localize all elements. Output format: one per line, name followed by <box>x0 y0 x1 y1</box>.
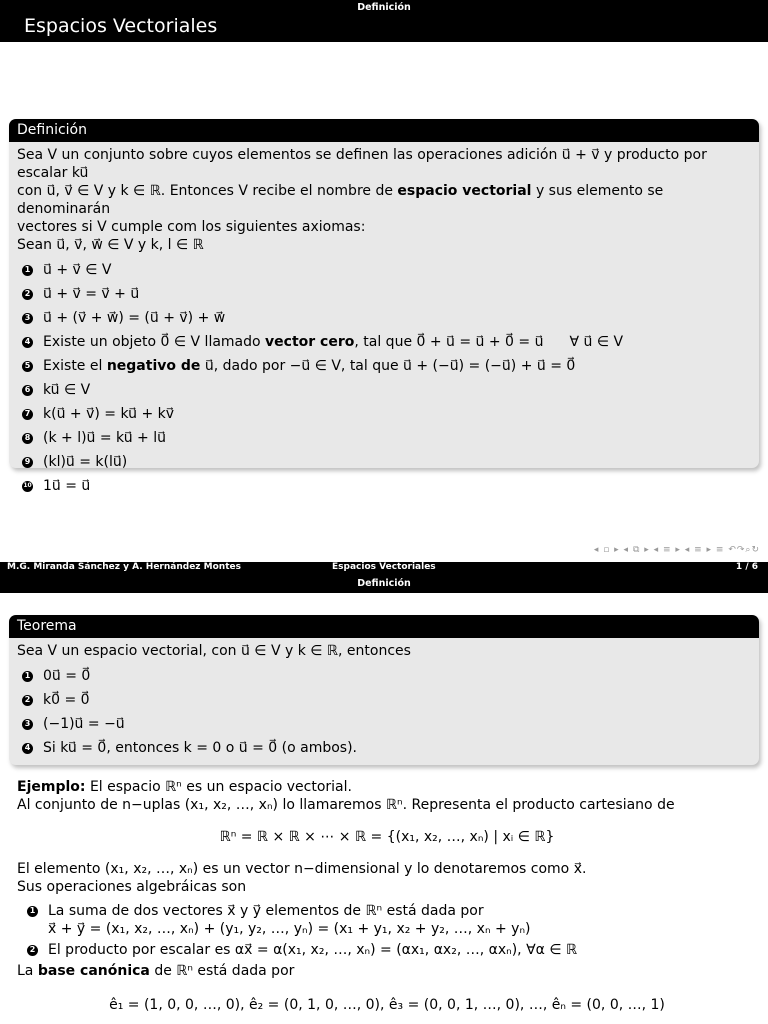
list-item <box>17 354 751 378</box>
bold-term: vector cero <box>265 334 355 350</box>
block-body <box>9 638 759 766</box>
bold-term: espacio vectorial <box>397 183 532 199</box>
footer-authors: M.G. Miranda Sánchez y A. Hernández Montes <box>7 562 241 572</box>
list-item <box>17 258 751 282</box>
text-span: de ℝⁿ está dada por <box>154 963 295 979</box>
text-span: La <box>17 963 34 979</box>
axiom-text: (k + l)u⃗ = ku⃗ + lu⃗ <box>43 430 166 446</box>
theorem-item-text: Si ku⃗ = 0⃗, entonces k = 0 o u⃗ = 0⃗ (o ambos). <box>43 740 358 756</box>
enum-bullet: 4 <box>22 743 33 754</box>
axiom-text: k(u⃗ + v⃗) = ku⃗ + kv⃗ <box>43 406 175 422</box>
enum-bullet: 2 <box>27 945 38 956</box>
theorem-block <box>9 615 759 765</box>
axiom-text: , tal que 0⃗ + u⃗ = u⃗ + 0⃗ = u⃗ <box>354 334 544 350</box>
theorem-item-text: (−1)u⃗ = −u⃗ <box>43 716 125 732</box>
bold-term: negativo de <box>106 358 201 374</box>
block-title: Definición <box>9 119 759 142</box>
base-line <box>17 962 757 980</box>
enum-bullet: 5 <box>22 361 33 372</box>
axiom-text: u⃗ + (v⃗ + w⃗) = (u⃗ + v⃗) + w⃗ <box>43 310 226 326</box>
enum-bullet: 3 <box>22 313 33 324</box>
enum-bullet: 1 <box>22 671 33 682</box>
example-paragraph <box>17 778 757 1014</box>
block-body <box>9 142 759 504</box>
list-item <box>17 282 751 306</box>
theorem-list <box>17 664 751 760</box>
block-title: Teorema <box>9 615 759 638</box>
definition-text-3: vectores si V cumple com los siguientes axiomas: <box>17 219 366 235</box>
list-item <box>17 450 751 474</box>
axiom-text: Existe un objeto 0⃗ ∈ V llamado <box>43 334 261 350</box>
example-text: El espacio ℝⁿ es un espacio vectorial. <box>89 779 352 795</box>
theorem-intro: Sea V un espacio vectorial, con u⃗ ∈ V y k ∈ ℝ, entonces <box>17 643 411 659</box>
text-line: El elemento (x₁, x₂, …, xₙ) es un vector n−dimensional y lo denotaremos como x⃗. <box>17 861 587 877</box>
axiom-text: u⃗ + v⃗ = v⃗ + u⃗ <box>43 286 140 302</box>
list-item <box>17 664 751 688</box>
text-line: Al conjunto de n−uplas (x₁, x₂, …, xₙ) lo llamaremos ℝⁿ. Representa el producto cartesiano de <box>17 797 675 813</box>
operations-list <box>17 902 757 962</box>
axiom-text: ku⃗ ∈ V <box>43 382 91 398</box>
definition-text-1: Sea V un conjunto sobre cuyos elementos se definen las operaciones adición u⃗ + v⃗ y producto por escalar ku⃗ <box>17 147 707 181</box>
list-item <box>17 902 757 920</box>
beamer-navigation[interactable]: ◂ ▫ ▸ ◂ ⧉ ▸ ◂ ≡ ▸ ◂ ≡ ▸ ≡ ↶↷⌕↻ <box>593 545 760 555</box>
text-span: y sus elemento se denominarán <box>17 183 664 217</box>
list-item <box>17 688 751 712</box>
axiom-list <box>17 258 751 498</box>
text-span: con u⃗, v⃗ ∈ V y k ∈ ℝ. Entonces V recibe el nombre de <box>17 183 393 199</box>
enum-bullet: 8 <box>22 433 33 444</box>
operation-formula: x⃗ + y⃗ = (x₁, x₂, …, xₙ) + (y₁, y₂, …, yₙ) = (x₁ + y₁, x₂ + y₂, …, xₙ + yₙ) <box>48 921 531 937</box>
list-item <box>17 426 751 450</box>
slide1-header <box>0 0 768 42</box>
footer-title: Espacios Vectoriales <box>332 562 436 572</box>
axiom-text: Existe el <box>43 358 103 374</box>
example-label: Ejemplo: <box>17 779 86 795</box>
enum-bullet: 10 <box>22 481 33 492</box>
section-label: Definición <box>357 2 411 13</box>
footer-page: 1 / 6 <box>735 562 758 572</box>
list-item <box>17 712 751 736</box>
enum-bullet: 1 <box>27 906 38 917</box>
definition-block <box>9 119 759 494</box>
operation-text: La suma de dos vectores x⃗ y y⃗ elementos de ℝⁿ está dada por <box>48 903 484 919</box>
list-item <box>17 736 751 760</box>
theorem-item-text: 0u⃗ = 0⃗ <box>43 668 91 684</box>
axiom-text: u⃗, dado por −u⃗ ∈ V, tal que u⃗ + (−u⃗) = (−u⃗) + u⃗ = 0⃗ <box>204 358 576 374</box>
enum-bullet: 6 <box>22 385 33 396</box>
enum-bullet: 4 <box>22 337 33 348</box>
list-item <box>17 330 751 354</box>
definition-text-2 <box>17 182 751 218</box>
slide2-header <box>0 576 768 593</box>
section-label: Definición <box>357 578 411 589</box>
frame-title: Espacios Vectoriales <box>24 15 218 37</box>
cartesian-formula: ℝⁿ = ℝ × ℝ × ⋯ × ℝ = {(x₁, x₂, …, xₙ) | xᵢ ∈ ℝ} <box>219 829 555 845</box>
list-item <box>17 920 757 938</box>
axiom-text: 1u⃗ = u⃗ <box>43 478 91 494</box>
operation-text: El producto por escalar es αx⃗ = α(x₁, x₂, …, xₙ) = (αx₁, αx₂, …, αxₙ), ∀α ∈ ℝ <box>48 942 578 958</box>
enum-bullet: 2 <box>22 289 33 300</box>
list-item <box>17 938 757 962</box>
axiom-text: (kl)u⃗ = k(lu⃗) <box>43 454 128 470</box>
bold-term: base canónica <box>37 963 150 979</box>
list-item <box>17 306 751 330</box>
list-item <box>17 402 751 426</box>
theorem-item-text: k0⃗ = 0⃗ <box>43 692 90 708</box>
axiom-text: u⃗ + v⃗ ∈ V <box>43 262 112 278</box>
enum-bullet: 2 <box>22 695 33 706</box>
list-item <box>17 474 751 498</box>
axiom-text: ∀ u⃗ ∈ V <box>569 334 624 350</box>
enum-bullet: 9 <box>22 457 33 468</box>
enum-bullet: 3 <box>22 719 33 730</box>
canonical-base-formula: ê₁ = (1, 0, 0, …, 0), ê₂ = (0, 1, 0, …, 0), ê₃ = (0, 0, 1, …, 0), …, êₙ = (0, 0, …, 1) <box>109 997 665 1013</box>
enum-bullet: 1 <box>22 265 33 276</box>
text-line: Sus operaciones algebráicas son <box>17 879 247 895</box>
definition-text-4: Sean u⃗, v⃗, w⃗ ∈ V y k, l ∈ ℝ <box>17 237 204 253</box>
example-line <box>17 778 757 796</box>
list-item <box>17 378 751 402</box>
enum-bullet: 7 <box>22 409 33 420</box>
